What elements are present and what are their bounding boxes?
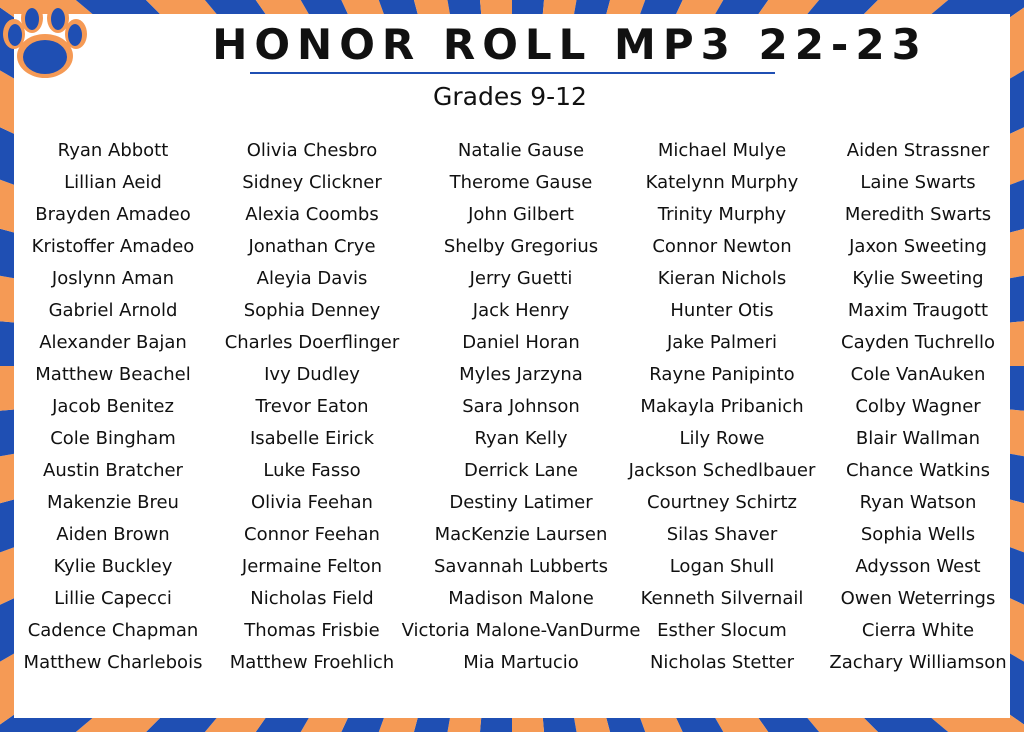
student-name: Jake Palmeri	[666, 332, 777, 353]
student-name: Laine Swarts	[860, 172, 976, 193]
student-name: Brayden Amadeo	[35, 204, 191, 225]
student-name: Charles Doerflinger	[224, 332, 400, 353]
student-name: Connor Newton	[652, 236, 792, 257]
student-name: Aleyia Davis	[256, 268, 368, 289]
student-name: Cole Bingham	[50, 428, 176, 449]
grade-subtitle: Grades 9-12	[433, 82, 587, 111]
student-name: Ryan Abbott	[57, 140, 169, 161]
student-name: Madison Malone	[448, 588, 594, 609]
student-name: Matthew Beachel	[35, 364, 191, 385]
student-name: Olivia Chesbro	[246, 140, 378, 161]
student-name: Aiden Strassner	[846, 140, 990, 161]
student-name: Kylie Sweeting	[852, 268, 984, 289]
student-name: Ivy Dudley	[264, 364, 360, 385]
student-name: Kristoffer Amadeo	[31, 236, 195, 257]
student-name: Zachary Williamson	[829, 652, 1007, 673]
student-name: Esther Slocum	[657, 620, 787, 641]
student-name: Katelynn Murphy	[645, 172, 799, 193]
student-name: Meredith Swarts	[844, 204, 992, 225]
student-name: Sara Johnson	[462, 396, 580, 417]
name-column-4	[622, 136, 822, 680]
student-name: Therome Gause	[449, 172, 593, 193]
student-name: Austin Bratcher	[43, 460, 183, 481]
student-name: Olivia Feehan	[251, 492, 373, 513]
student-name: Lillie Capecci	[54, 588, 172, 609]
student-name: Owen Weterrings	[840, 588, 996, 609]
student-name: Shelby Gregorius	[443, 236, 599, 257]
student-name: Nicholas Stetter	[649, 652, 795, 673]
name-column-5	[822, 136, 1014, 680]
student-name: Lily Rowe	[679, 428, 765, 449]
student-name: Aiden Brown	[56, 524, 170, 545]
paw-print-icon	[2, 2, 88, 82]
student-name: Maxim Traugott	[847, 300, 989, 321]
student-name: Cole VanAuken	[850, 364, 986, 385]
student-name: Isabelle Eirick	[249, 428, 375, 449]
name-column-2	[212, 136, 412, 680]
student-name: Joslynn Aman	[51, 268, 175, 289]
student-name: Myles Jarzyna	[459, 364, 583, 385]
student-name: Kieran Nichols	[657, 268, 787, 289]
student-name: Chance Watkins	[845, 460, 991, 481]
student-name: Gabriel Arnold	[48, 300, 178, 321]
student-name: Michael Mulye	[657, 140, 787, 161]
student-name: Luke Fasso	[263, 460, 361, 481]
student-name: Cayden Tuchrello	[841, 332, 995, 353]
student-name: John Gilbert	[468, 204, 574, 225]
student-name: Cadence Chapman	[27, 620, 199, 641]
student-name: Sidney Clickner	[242, 172, 382, 193]
student-name: Jonathan Crye	[248, 236, 376, 257]
student-name: Jack Henry	[472, 300, 570, 321]
student-name: Alexia Coombs	[245, 204, 379, 225]
student-name: Mia Martucio	[463, 652, 579, 673]
student-name: Blair Wallman	[855, 428, 981, 449]
student-name: MacKenzie Laursen	[434, 524, 608, 545]
name-column-3	[392, 136, 650, 680]
student-name: Trevor Eaton	[255, 396, 369, 417]
student-name: Daniel Horan	[462, 332, 580, 353]
student-name: Jaxon Sweeting	[849, 236, 987, 257]
student-name: Victoria Malone-VanDurme	[401, 620, 641, 641]
student-name: Rayne Panipinto	[649, 364, 795, 385]
page-title: HONOR ROLL MP3 22-23	[212, 20, 928, 69]
student-name: Alexander Bajan	[39, 332, 187, 353]
student-name: Destiny Latimer	[449, 492, 593, 513]
student-name: Connor Feehan	[244, 524, 380, 545]
student-name: Natalie Gause	[457, 140, 585, 161]
name-column-1	[18, 136, 208, 680]
title-underline	[250, 72, 775, 74]
student-name: Nicholas Field	[250, 588, 374, 609]
student-name: Jacob Benitez	[52, 396, 174, 417]
student-name: Lillian Aeid	[64, 172, 162, 193]
student-name: Makayla Pribanich	[640, 396, 804, 417]
student-name: Trinity Murphy	[657, 204, 787, 225]
student-name: Ryan Watson	[859, 492, 977, 513]
student-name: Jermaine Felton	[241, 556, 383, 577]
student-name: Cierra White	[861, 620, 975, 641]
student-name: Thomas Frisbie	[244, 620, 380, 641]
student-name: Silas Shaver	[666, 524, 778, 545]
student-name: Makenzie Breu	[47, 492, 179, 513]
student-name: Ryan Kelly	[474, 428, 568, 449]
student-name: Derrick Lane	[463, 460, 578, 481]
student-name: Sophia Denney	[243, 300, 381, 321]
student-name: Matthew Froehlich	[229, 652, 395, 673]
student-name: Savannah Lubberts	[434, 556, 608, 577]
student-name: Hunter Otis	[670, 300, 774, 321]
student-name: Jerry Guetti	[469, 268, 573, 289]
student-name: Colby Wagner	[855, 396, 981, 417]
student-name: Logan Shull	[669, 556, 775, 577]
student-name: Kenneth Silvernail	[640, 588, 804, 609]
student-name: Adysson West	[855, 556, 981, 577]
student-name: Matthew Charlebois	[23, 652, 203, 673]
student-name: Courtney Schirtz	[647, 492, 797, 513]
student-name: Kylie Buckley	[53, 556, 173, 577]
student-name: Sophia Wells	[860, 524, 976, 545]
student-name: Jackson Schedlbauer	[628, 460, 816, 481]
